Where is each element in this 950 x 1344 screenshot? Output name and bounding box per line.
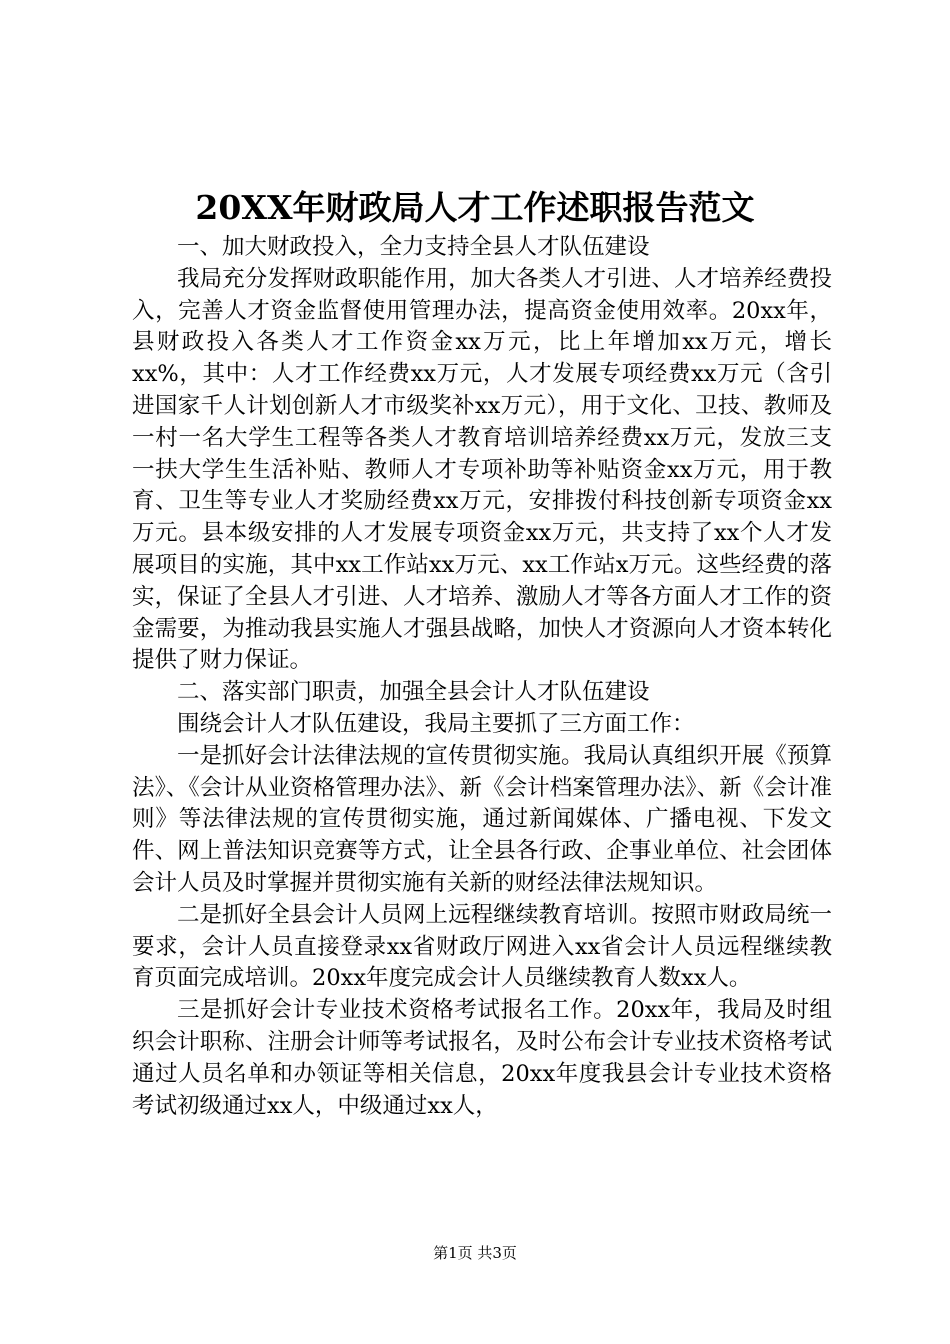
paragraph-5: 三是抓好会计专业技术资格考试报名工作。20xx年，我局及时组织会计职称、注册会计师等考试报名，及时公布会计专业技术资格考试通过人员名单和办领证等相关信息，20xx年度我县会计专业技术资格考试初级通过xx人，中级通过xx人， <box>132 997 832 1119</box>
paragraph-1: 我局充分发挥财政职能作用，加大各类人才引进、人才培养经费投入，完善人才资金监督使用管理办法，提高资金使用效率。20xx年，县财政投入各类人才工作资金xx万元，比上年增加xx万元，增长xx%，其中：人才工作经费xx万元，人才发展专项经费xx万元（含引进国家千人计划创新人才市级奖补xx万元），用于文化、卫技、教师及一村一名大学生工程等各类人才教育培训培养经费xx万元，发放三支一扶大学生生活补贴、教师人才专项补助等补贴资金xx万元，用于教育、卫生等专业人才奖励经费xx万元，安排拨付科技创新专项资金xx万元。县本级安排的人才发展专项资金xx万元，共支持了xx个人才发展项目的实施，其中xx工作站xx万元、xx工作站x万元。这些经费的落实，保证了全县人才引进、人才培养、激励人才等各方面人才工作的资金需要，为推动我县实施人才强县战略，加快人才资源向人才资本转化提供了财力保证。 <box>132 265 832 674</box>
paragraph-3: 一是抓好会计法律法规的宣传贯彻实施。我局认真组织开展《预算法》、《会计从业资格管理办法》、新《会计档案管理办法》、新《会计准则》等法律法规的宣传贯彻实施，通过新闻媒体、广播电视、下发文件、网上普法知识竞赛等方式，让全县各行政、企事业单位、社会团体会计人员及时掌握并贯彻实施有关新的财经法律法规知识。 <box>132 742 832 896</box>
paragraph-2: 围绕会计人才队伍建设，我局主要抓了三方面工作： <box>177 710 695 737</box>
section-heading-2: 二、落实部门职责，加强全县会计人才队伍建设 <box>177 679 650 706</box>
section-heading-1: 一、加大财政投入，全力支持全县人才队伍建设 <box>177 234 650 260</box>
document-title: 20XX年财政局人才工作述职报告范文 <box>195 188 755 227</box>
page-footer: 第1页 共3页 <box>433 1244 517 1262</box>
paragraph-4: 二是抓好全县会计人员网上远程继续教育培训。按照市财政局统一要求，会计人员直接登录xx省财政厅网进入xx省会计人员远程继续教育页面完成培训。20xx年度完成会计人员继续教育人数xx人。 <box>132 901 832 992</box>
document-body <box>132 232 832 1122</box>
